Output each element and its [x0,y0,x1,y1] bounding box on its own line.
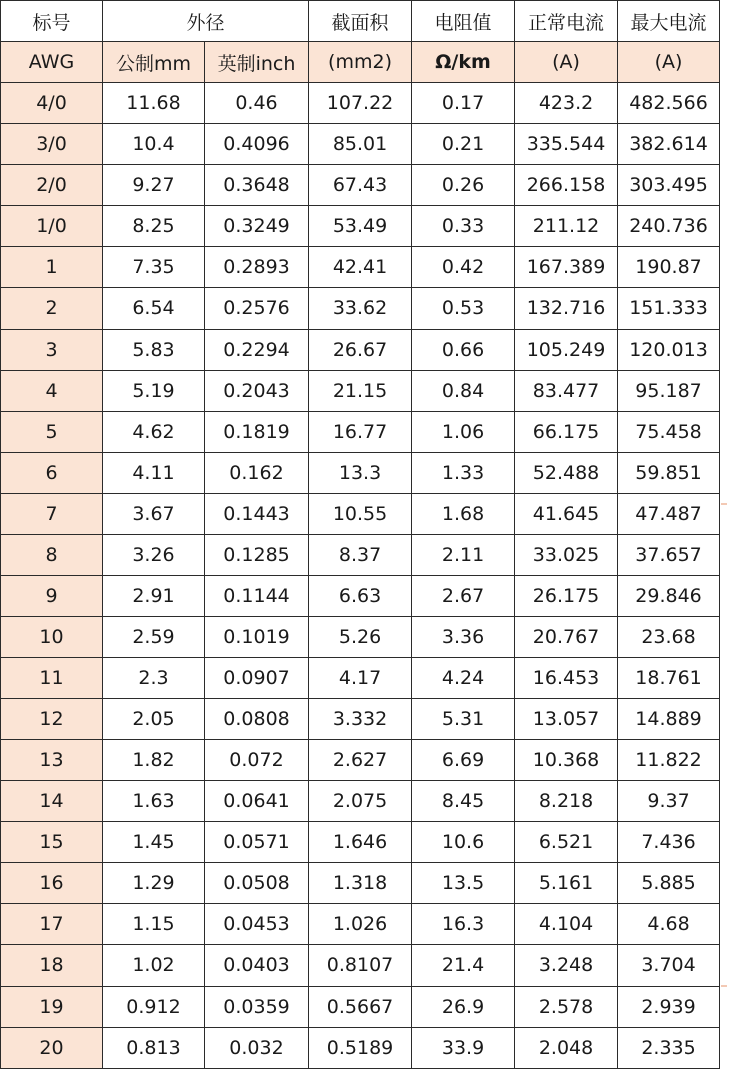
cell-area: 53.49 [309,206,412,247]
cell-area: 0.5189 [309,1027,412,1068]
header-gauge: 标号 [1,1,103,42]
edge-decoration [721,985,727,987]
cell-awg: 8 [1,534,103,575]
cell-resistance: 1.68 [412,493,515,534]
cell-max-current: 59.851 [618,452,720,493]
cell-max-current: 151.333 [618,288,720,329]
cell-area: 5.26 [309,616,412,657]
table-row [1,863,720,904]
unit-resistance: Ω/km [412,42,515,83]
table-row [1,699,720,740]
cell-normal-current: 167.389 [515,247,618,288]
cell-resistance: 4.24 [412,658,515,699]
table-row [1,904,720,945]
cell-inch: 0.1819 [205,411,309,452]
cell-resistance: 8.45 [412,781,515,822]
cell-inch: 0.032 [205,1027,309,1068]
cell-inch: 0.0508 [205,863,309,904]
cell-resistance: 3.36 [412,616,515,657]
cell-mm: 3.26 [103,534,205,575]
table-row [1,945,720,986]
cell-inch: 0.2294 [205,329,309,370]
cell-inch: 0.1019 [205,616,309,657]
cell-normal-current: 10.368 [515,740,618,781]
cell-inch: 0.1285 [205,534,309,575]
cell-max-current: 4.68 [618,904,720,945]
cell-awg: 17 [1,904,103,945]
table-row [1,411,720,452]
unit-mm: 公制mm [103,42,205,83]
cell-area: 3.332 [309,699,412,740]
cell-area: 2.627 [309,740,412,781]
cell-inch: 0.0453 [205,904,309,945]
table-row [1,616,720,657]
cell-resistance: 2.11 [412,534,515,575]
cell-normal-current: 83.477 [515,370,618,411]
cell-inch: 0.3648 [205,165,309,206]
cell-resistance: 0.17 [412,83,515,124]
cell-awg: 7 [1,493,103,534]
cell-inch: 0.4096 [205,124,309,165]
cell-awg: 10 [1,616,103,657]
cell-inch: 0.1443 [205,493,309,534]
cell-awg: 11 [1,658,103,699]
header-normal-current: 正常电流 [515,1,618,42]
cell-awg: 3 [1,329,103,370]
cell-mm: 1.82 [103,740,205,781]
table-row [1,452,720,493]
cell-awg: 20 [1,1027,103,1068]
cell-normal-current: 13.057 [515,699,618,740]
cell-inch: 0.0571 [205,822,309,863]
table-row [1,986,720,1027]
cell-mm: 3.67 [103,493,205,534]
cell-max-current: 23.68 [618,616,720,657]
cell-resistance: 33.9 [412,1027,515,1068]
cell-max-current: 29.846 [618,575,720,616]
cell-mm: 5.19 [103,370,205,411]
cell-mm: 1.45 [103,822,205,863]
cell-mm: 7.35 [103,247,205,288]
cell-normal-current: 26.175 [515,575,618,616]
cell-max-current: 11.822 [618,740,720,781]
cell-normal-current: 335.544 [515,124,618,165]
cell-max-current: 18.761 [618,658,720,699]
cell-area: 2.075 [309,781,412,822]
header-row [1,1,720,42]
cell-normal-current: 20.767 [515,616,618,657]
cell-max-current: 9.37 [618,781,720,822]
cell-awg: 4 [1,370,103,411]
table-row [1,247,720,288]
cell-normal-current: 16.453 [515,658,618,699]
cell-area: 26.67 [309,329,412,370]
cell-max-current: 75.458 [618,411,720,452]
cell-awg: 1/0 [1,206,103,247]
cell-max-current: 240.736 [618,206,720,247]
cell-resistance: 0.33 [412,206,515,247]
cell-area: 10.55 [309,493,412,534]
cell-mm: 9.27 [103,165,205,206]
cell-awg: 9 [1,575,103,616]
cell-normal-current: 2.578 [515,986,618,1027]
cell-mm: 5.83 [103,329,205,370]
header-cross-section-area: 截面积 [309,1,412,42]
cell-resistance: 1.33 [412,452,515,493]
cell-area: 8.37 [309,534,412,575]
edge-decoration [721,503,727,505]
cell-normal-current: 132.716 [515,288,618,329]
cell-mm: 1.63 [103,781,205,822]
cell-normal-current: 52.488 [515,452,618,493]
table-row [1,124,720,165]
cell-normal-current: 3.248 [515,945,618,986]
cell-resistance: 13.5 [412,863,515,904]
unit-inch: 英制inch [205,42,309,83]
cell-mm: 2.59 [103,616,205,657]
cell-awg: 3/0 [1,124,103,165]
cell-awg: 2/0 [1,165,103,206]
cell-resistance: 1.06 [412,411,515,452]
cell-resistance: 0.53 [412,288,515,329]
cell-max-current: 303.495 [618,165,720,206]
cell-awg: 18 [1,945,103,986]
cell-resistance: 5.31 [412,699,515,740]
cell-resistance: 16.3 [412,904,515,945]
cell-mm: 1.29 [103,863,205,904]
cell-resistance: 10.6 [412,822,515,863]
table-row [1,740,720,781]
cell-normal-current: 105.249 [515,329,618,370]
cell-resistance: 21.4 [412,945,515,986]
cell-mm: 2.3 [103,658,205,699]
cell-normal-current: 66.175 [515,411,618,452]
cell-area: 1.646 [309,822,412,863]
cell-normal-current: 5.161 [515,863,618,904]
cell-resistance: 26.9 [412,986,515,1027]
cell-area: 21.15 [309,370,412,411]
cell-max-current: 190.87 [618,247,720,288]
cell-max-current: 2.939 [618,986,720,1027]
cell-inch: 0.3249 [205,206,309,247]
cell-area: 1.318 [309,863,412,904]
cell-mm: 4.62 [103,411,205,452]
table-row [1,658,720,699]
cell-max-current: 95.187 [618,370,720,411]
cell-resistance: 0.26 [412,165,515,206]
cell-mm: 0.912 [103,986,205,1027]
cell-resistance: 0.42 [412,247,515,288]
cell-mm: 1.15 [103,904,205,945]
header-max-current: 最大电流 [618,1,720,42]
cell-max-current: 3.704 [618,945,720,986]
cell-normal-current: 33.025 [515,534,618,575]
cell-mm: 8.25 [103,206,205,247]
unit-row [1,42,720,83]
cell-resistance: 0.66 [412,329,515,370]
cell-awg: 15 [1,822,103,863]
cell-inch: 0.2576 [205,288,309,329]
table-row [1,329,720,370]
cell-area: 0.8107 [309,945,412,986]
cell-awg: 5 [1,411,103,452]
table-row [1,493,720,534]
header-resistance: 电阻值 [412,1,515,42]
cell-max-current: 482.566 [618,83,720,124]
cell-normal-current: 266.158 [515,165,618,206]
cell-area: 67.43 [309,165,412,206]
cell-max-current: 37.657 [618,534,720,575]
cell-mm: 2.05 [103,699,205,740]
cell-area: 85.01 [309,124,412,165]
cell-max-current: 7.436 [618,822,720,863]
cell-normal-current: 41.645 [515,493,618,534]
cell-normal-current: 8.218 [515,781,618,822]
cell-normal-current: 6.521 [515,822,618,863]
cell-resistance: 0.84 [412,370,515,411]
table-row [1,288,720,329]
cell-awg: 13 [1,740,103,781]
cell-inch: 0.0641 [205,781,309,822]
table-row [1,534,720,575]
cell-area: 4.17 [309,658,412,699]
cell-awg: 14 [1,781,103,822]
cell-awg: 6 [1,452,103,493]
cell-max-current: 5.885 [618,863,720,904]
cell-inch: 0.0808 [205,699,309,740]
cell-resistance: 6.69 [412,740,515,781]
unit-area: (mm2) [309,42,412,83]
unit-awg: AWG [1,42,103,83]
cell-mm: 1.02 [103,945,205,986]
cell-inch: 0.46 [205,83,309,124]
cell-normal-current: 211.12 [515,206,618,247]
table-row [1,575,720,616]
cell-area: 6.63 [309,575,412,616]
cell-max-current: 382.614 [618,124,720,165]
cell-inch: 0.072 [205,740,309,781]
cell-area: 33.62 [309,288,412,329]
header-outer-diameter: 外径 [103,1,309,42]
cell-max-current: 47.487 [618,493,720,534]
cell-resistance: 0.21 [412,124,515,165]
cell-awg: 4/0 [1,83,103,124]
cell-inch: 0.0403 [205,945,309,986]
cell-inch: 0.2893 [205,247,309,288]
cell-mm: 2.91 [103,575,205,616]
cell-area: 42.41 [309,247,412,288]
cell-awg: 1 [1,247,103,288]
cell-mm: 10.4 [103,124,205,165]
table-row [1,83,720,124]
cell-area: 1.026 [309,904,412,945]
unit-max-current: (A) [618,42,720,83]
cell-max-current: 2.335 [618,1027,720,1068]
cell-inch: 0.162 [205,452,309,493]
cell-max-current: 120.013 [618,329,720,370]
unit-normal-current: (A) [515,42,618,83]
cell-resistance: 2.67 [412,575,515,616]
cell-mm: 4.11 [103,452,205,493]
cell-awg: 16 [1,863,103,904]
cell-awg: 2 [1,288,103,329]
cell-awg: 19 [1,986,103,1027]
table-row [1,781,720,822]
cell-normal-current: 4.104 [515,904,618,945]
cell-max-current: 14.889 [618,699,720,740]
cell-area: 107.22 [309,83,412,124]
cell-area: 16.77 [309,411,412,452]
cell-inch: 0.0907 [205,658,309,699]
cell-inch: 0.1144 [205,575,309,616]
table-row [1,822,720,863]
cell-inch: 0.2043 [205,370,309,411]
cell-mm: 0.813 [103,1027,205,1068]
table-row [1,206,720,247]
table-row [1,1027,720,1068]
cell-mm: 6.54 [103,288,205,329]
cell-inch: 0.0359 [205,986,309,1027]
table-row [1,370,720,411]
cell-normal-current: 423.2 [515,83,618,124]
cell-normal-current: 2.048 [515,1027,618,1068]
cell-area: 0.5667 [309,986,412,1027]
cell-area: 13.3 [309,452,412,493]
cell-mm: 11.68 [103,83,205,124]
table-row [1,165,720,206]
cell-awg: 12 [1,699,103,740]
